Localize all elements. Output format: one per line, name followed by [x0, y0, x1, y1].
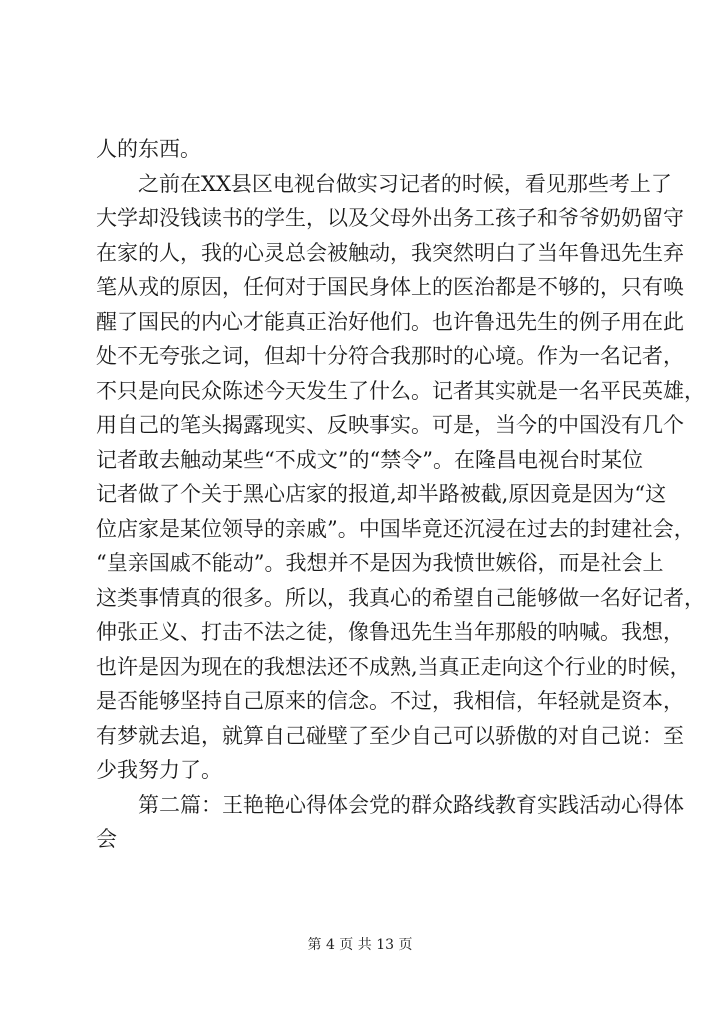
text-line: 笔从戎的原因，任何对于国民身体上的医治都是不够的，只有唤	[96, 275, 684, 299]
text-line: 伸张正义、打击不法之徒，像鲁迅先生当年那般的呐喊。我想，	[96, 620, 684, 644]
page-number-footer: 第 4 页 共 13 页	[307, 937, 413, 953]
text-line: 有梦就去追，就算自己碰壁了至少自己可以骄傲的对自己说：至	[96, 723, 684, 748]
text-line: 大学却没钱读书的学生，以及父母外出务工孩子和爷爷奶奶留守	[96, 206, 684, 230]
text-line: 处不无夸张之词，但却十分符合我那时的心境。作为一名记者，	[96, 344, 684, 368]
text-line: 是否能够坚持自己原来的信念。不过，我相信，年轻就是资本，	[96, 689, 684, 713]
text-line: 少我努力了。	[96, 758, 222, 782]
text-line: 也许是因为现在的我想法还不成熟,当真正走向这个行业的时候，	[96, 654, 691, 679]
text-line: 用自己的笔头揭露现实、反映事实。可是，当今的中国没有几个	[96, 413, 684, 437]
text-line: 不只是向民众陈述今天发生了什么。记者其实就是一名平民英雄，	[96, 378, 705, 403]
text-line: 之前在XX县区电视台做实习记者的时候，看见那些考上了	[138, 171, 672, 196]
document-body	[96, 132, 705, 857]
text-line: 在家的人，我的心灵总会被触动，我突然明白了当年鲁迅先生弃	[96, 240, 684, 265]
text-line: 人的东西。	[96, 137, 201, 161]
text-line: 记者做了个关于黑心店家的报道,却半路被截,原因竟是因为“这	[96, 482, 667, 506]
text-line: 醒了国民的内心才能真正治好他们。也许鲁迅先生的例子用在此	[96, 309, 684, 334]
text-line: 记者敢去触动某些“不成文”的“禁令”。在隆昌电视台时某位	[96, 447, 643, 472]
section-heading-line: 第二篇：王艳艳心得体会党的群众路线教育实践活动心得体	[138, 792, 684, 817]
text-line: 位店家是某位领导的亲戚”。中国毕竟还沉浸在过去的封建社会，	[96, 516, 695, 541]
text-line: “皇亲国戚不能动”。我想并不是因为我愤世嫉俗，而是社会上	[96, 551, 664, 575]
text-line: 这类事情真的很多。所以，我真心的希望自己能够做一名好记者，	[96, 585, 705, 610]
section-heading-line: 会	[96, 827, 117, 851]
